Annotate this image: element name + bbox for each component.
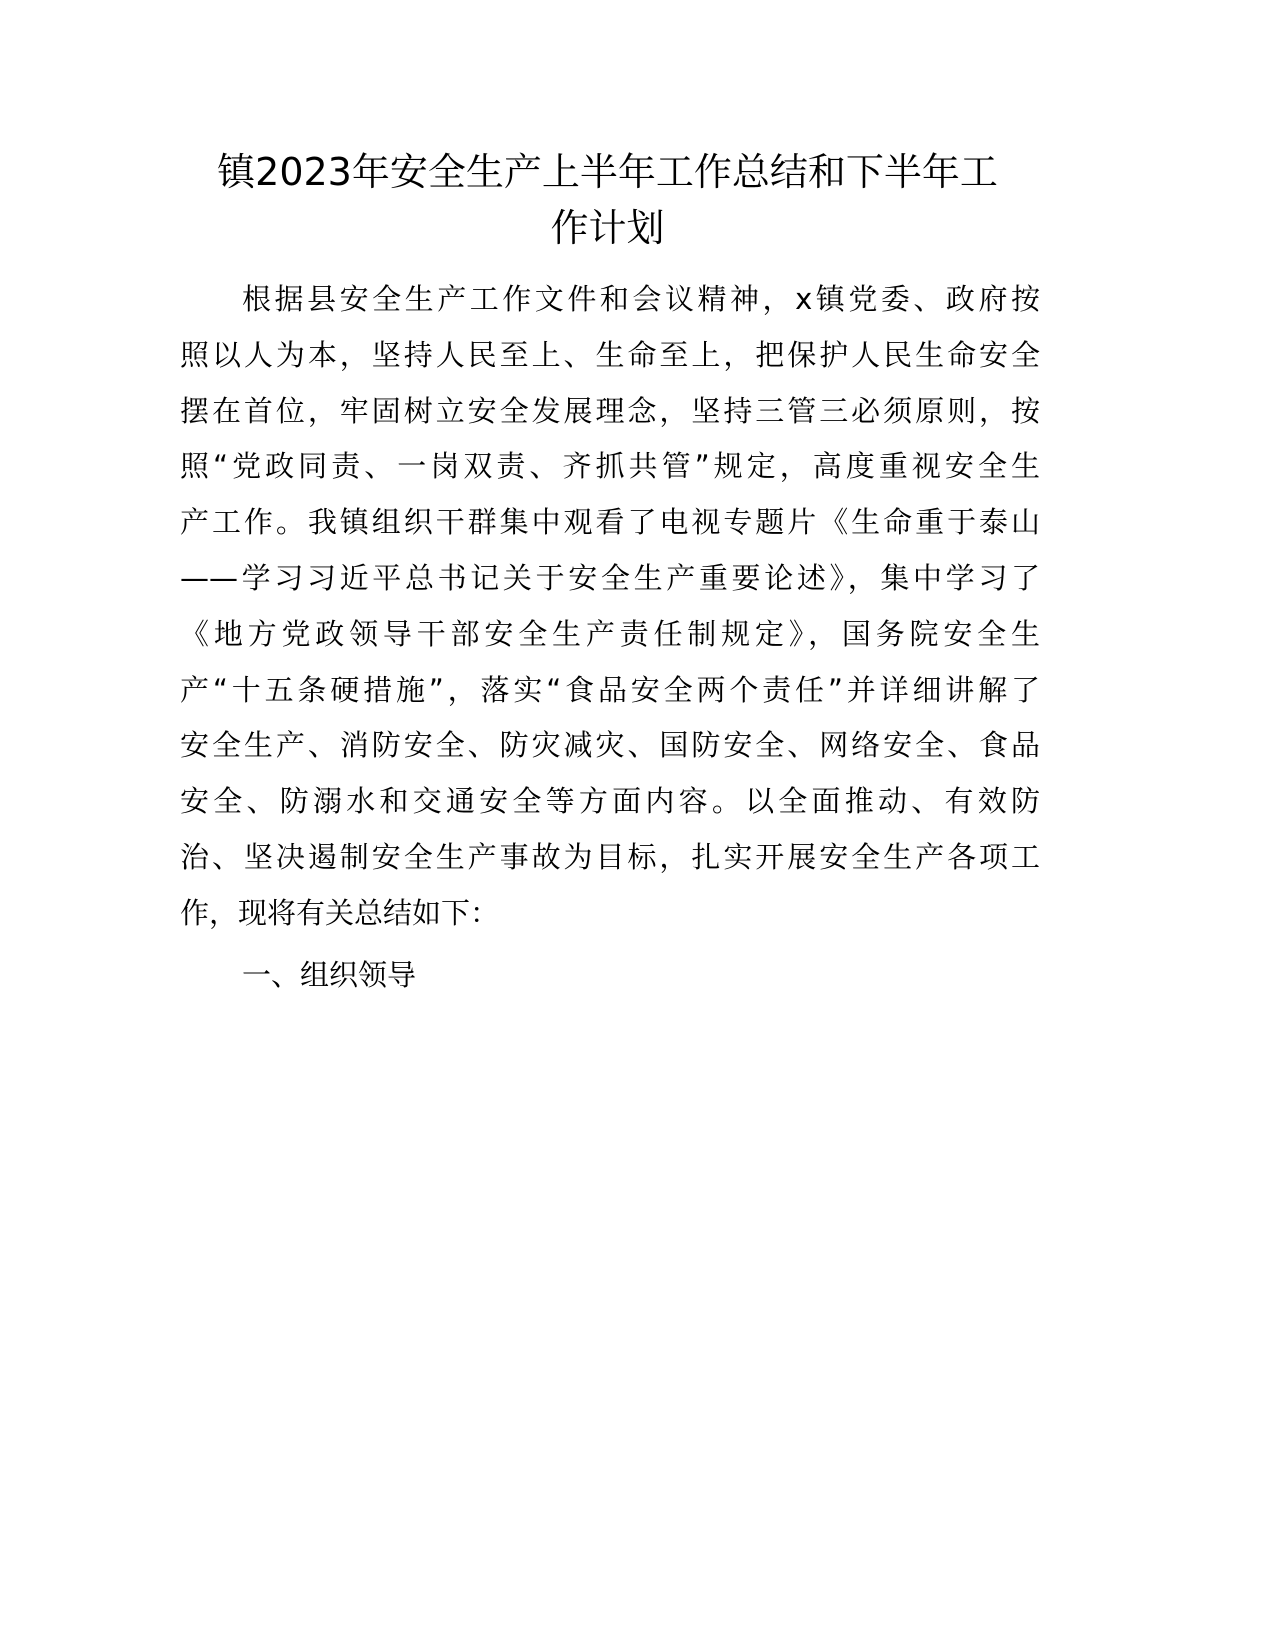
paragraph-line: 安全、防溺水和交通安全等方面内容。以全面推动、有效防 <box>180 784 1040 819</box>
paragraph-line: 照以人为本，坚持人民至上、生命至上，把保护人民生命安全 <box>180 337 1040 372</box>
paragraph-line: 安全生产、消防安全、防灾减灾、国防安全、网络安全、食品 <box>180 728 1040 763</box>
paragraph-line: 《地方党政领导干部安全生产责任制规定》，国务院安全生 <box>180 616 1040 651</box>
title-line: 作计划 <box>550 206 665 250</box>
paragraph-line: 治、坚决遏制安全生产事故为目标，扎实开展安全生产各项工 <box>180 839 1040 874</box>
document-title <box>180 144 1035 256</box>
paragraph-line: 照“党政同责、一岗双责、齐抓共管”规定，高度重视安全生 <box>180 449 1040 484</box>
title-line: 镇2023年安全生产上半年工作总结和下半年工 <box>217 150 998 194</box>
paragraph-line: 作，现将有关总结如下： <box>180 895 500 930</box>
paragraph-line: 摆在首位，牢固树立安全发展理念，坚持三管三必须原则，按 <box>180 393 1040 428</box>
intro-paragraph <box>180 272 1040 942</box>
paragraph-line: 产“十五条硬措施”，落实“食品安全两个责任”并详细讲解了 <box>180 672 1040 707</box>
paragraph-line: ——学习习近平总书记关于安全生产重要论述》，集中学习了 <box>180 560 1040 595</box>
section-heading: 一、组织领导 <box>242 958 417 992</box>
paragraph-line: 产工作。我镇组织干群集中观看了电视专题片《生命重于泰山 <box>180 505 1040 540</box>
paragraph-line: 根据县安全生产工作文件和会议精神，x镇党委、政府按 <box>242 282 1040 316</box>
